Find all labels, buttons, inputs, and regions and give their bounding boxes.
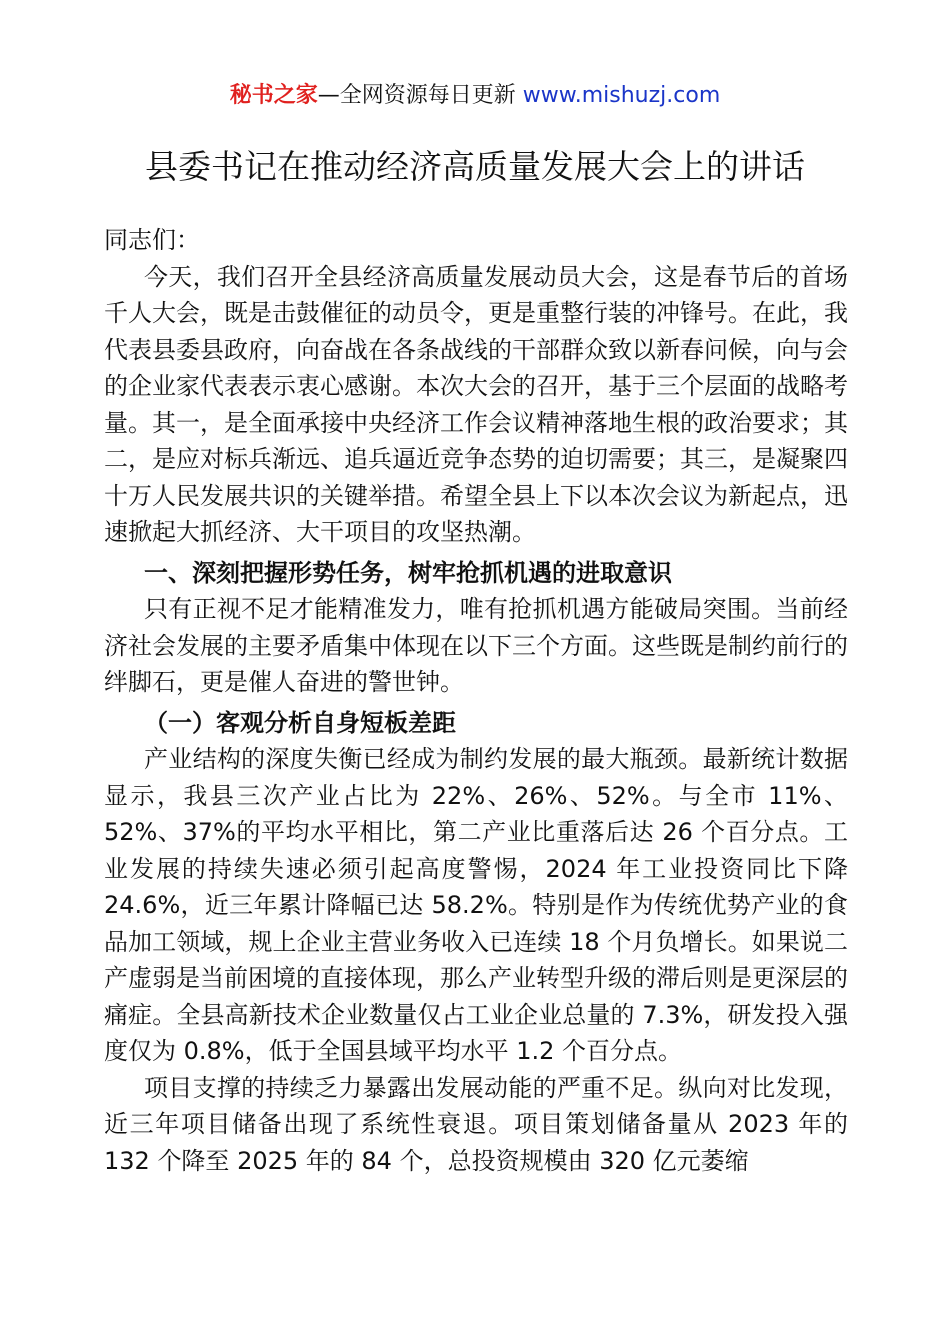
paragraph-opening: 今天，我们召开全县经济高质量发展动员大会，这是春节后的首场千人大会，既是击鼓催征的动员令，更是重整行装的冲锋号。在此，我代表县委县政府，向奋战在各条战线的干部群众致以新春问候，向与会的企业家代表表示衷心感谢。本次大会的召开，基于三个层面的战略考量。其一，是全面承接中央经济工作会议精神落地生根的政治要求；其二，是应对标兵渐远、追兵逼近竞争态势的迫切需要；其三，是凝聚四十万人民发展共识的关键举措。希望全县上下以本次会议为新起点，迅速掀起大抓经济、大干项目的攻坚热潮。 — [104, 262, 848, 546]
paragraph-situation: 只有正视不足才能精准发力，唯有抢抓机遇方能破局突围。当前经济社会发展的主要矛盾集中体现在以下三个方面。这些既是制约前行的绊脚石，更是催人奋进的警世钟。 — [104, 595, 848, 696]
paragraph-project-support: 项目支撑的持续乏力暴露出发展动能的严重不足。纵向对比发现，近三年项目储备出现了系统性衰退。项目策划储备量从 2023 年的 132 个降至 2025 年的 84 个，总投资规模由 320 亿元萎缩 — [104, 1073, 848, 1175]
site-url-link[interactable]: www.mishuzj.com — [522, 83, 721, 108]
site-header — [0, 80, 950, 112]
section-heading-1: 一、深刻把握形势任务，树牢抢抓机遇的进取意识 — [144, 558, 672, 587]
site-brand: 秘书之家 — [229, 83, 318, 108]
paragraph-industry-structure: 产业结构的深度失衡已经成为制约发展的最大瓶颈。最新统计数据显示，我县三次产业占比为 22%、26%、52%。与全市 11%、52%、37%的平均水平相比，第二产业比重落后达 26 个百分点。工业发展的持续失速必须引起高度警惕，2024 年工业投资同比下降 24.6%，近三年累计降幅已达 58.2%。特别是作为传统优势产业的食品加工领域，规上企业主营业务收入已连续 18 个月负增长。如果说二产虚弱是当前困境的直接体现，那么产业转型升级的滞后则是更深层的痛症。全县高新技术企业数量仅占工业企业总量的 7.3%，研发投入强度仅为 0.8%，低于全国县域平均水平 1.2 个百分点。 — [104, 745, 848, 1065]
salutation: 同志们： — [104, 226, 200, 254]
site-tagline: —全网资源每日更新 — [317, 83, 523, 108]
subsection-heading-1: （一）客观分析自身短板差距 — [144, 708, 456, 737]
document-title: 县委书记在推动经济高质量发展大会上的讲话 — [145, 147, 805, 186]
document-body — [104, 222, 848, 1179]
